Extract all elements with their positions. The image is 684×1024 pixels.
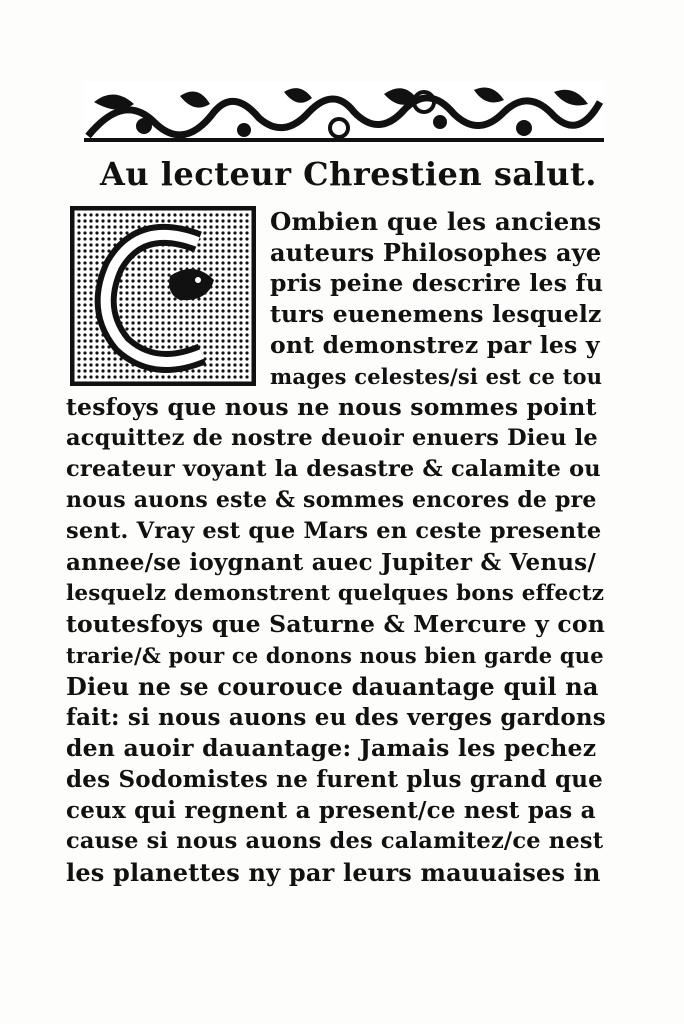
text-line: ceux qui regnent a present/ce nest pas a xyxy=(66,797,596,824)
text-line: nous auons este & sommes encores de pre xyxy=(66,487,597,513)
text-line: fait: si nous auons eu des verges gardons xyxy=(66,704,606,731)
text-line: des Sodomistes ne furent plus grand que xyxy=(66,766,604,793)
text-line: acquittez de nostre deuoir enuers Dieu le xyxy=(66,425,598,451)
text-line: annee/se ioygnant auec Jupiter & Venus/ xyxy=(66,549,596,576)
text-line: cause si nous auons des calamitez/ce nest xyxy=(66,828,604,854)
text-line: Dieu ne se courouce dauantage quil na xyxy=(66,672,599,701)
text-line: sent. Vray est que Mars en ceste presente xyxy=(66,518,602,544)
text-line: turs euenemens lesquelz xyxy=(270,300,602,328)
text-line: tesfoys que nous ne nous sommes point xyxy=(66,393,597,421)
text-line: auteurs Philosophes aye xyxy=(270,238,602,267)
floral-scroll-ornament-icon xyxy=(84,82,604,144)
text-line: mages celestes/si est ce tou xyxy=(270,364,603,389)
text-line: Ombien que les anciens xyxy=(270,207,602,236)
decorated-initial-c-icon xyxy=(70,206,256,386)
text-line: ont demonstrez par les y xyxy=(270,331,600,359)
text-line: trarie/& pour ce donons nous bien garde que xyxy=(66,643,604,668)
text-line: toutesfoys que Saturne & Mercure y con xyxy=(66,610,606,638)
text-line: lesquelz demonstrent quelques bons effectz xyxy=(66,581,605,606)
text-line: pris peine descrire les fu xyxy=(270,269,604,297)
text-line: les planettes ny par leurs mauuaises in xyxy=(66,858,601,887)
page-title: Au lecteur Chrestien salut. xyxy=(100,155,597,193)
text-line: createur voyant la desastre & calamite ou xyxy=(66,456,601,482)
text-line: den auoir dauantage: Jamais les pechez xyxy=(66,734,597,762)
